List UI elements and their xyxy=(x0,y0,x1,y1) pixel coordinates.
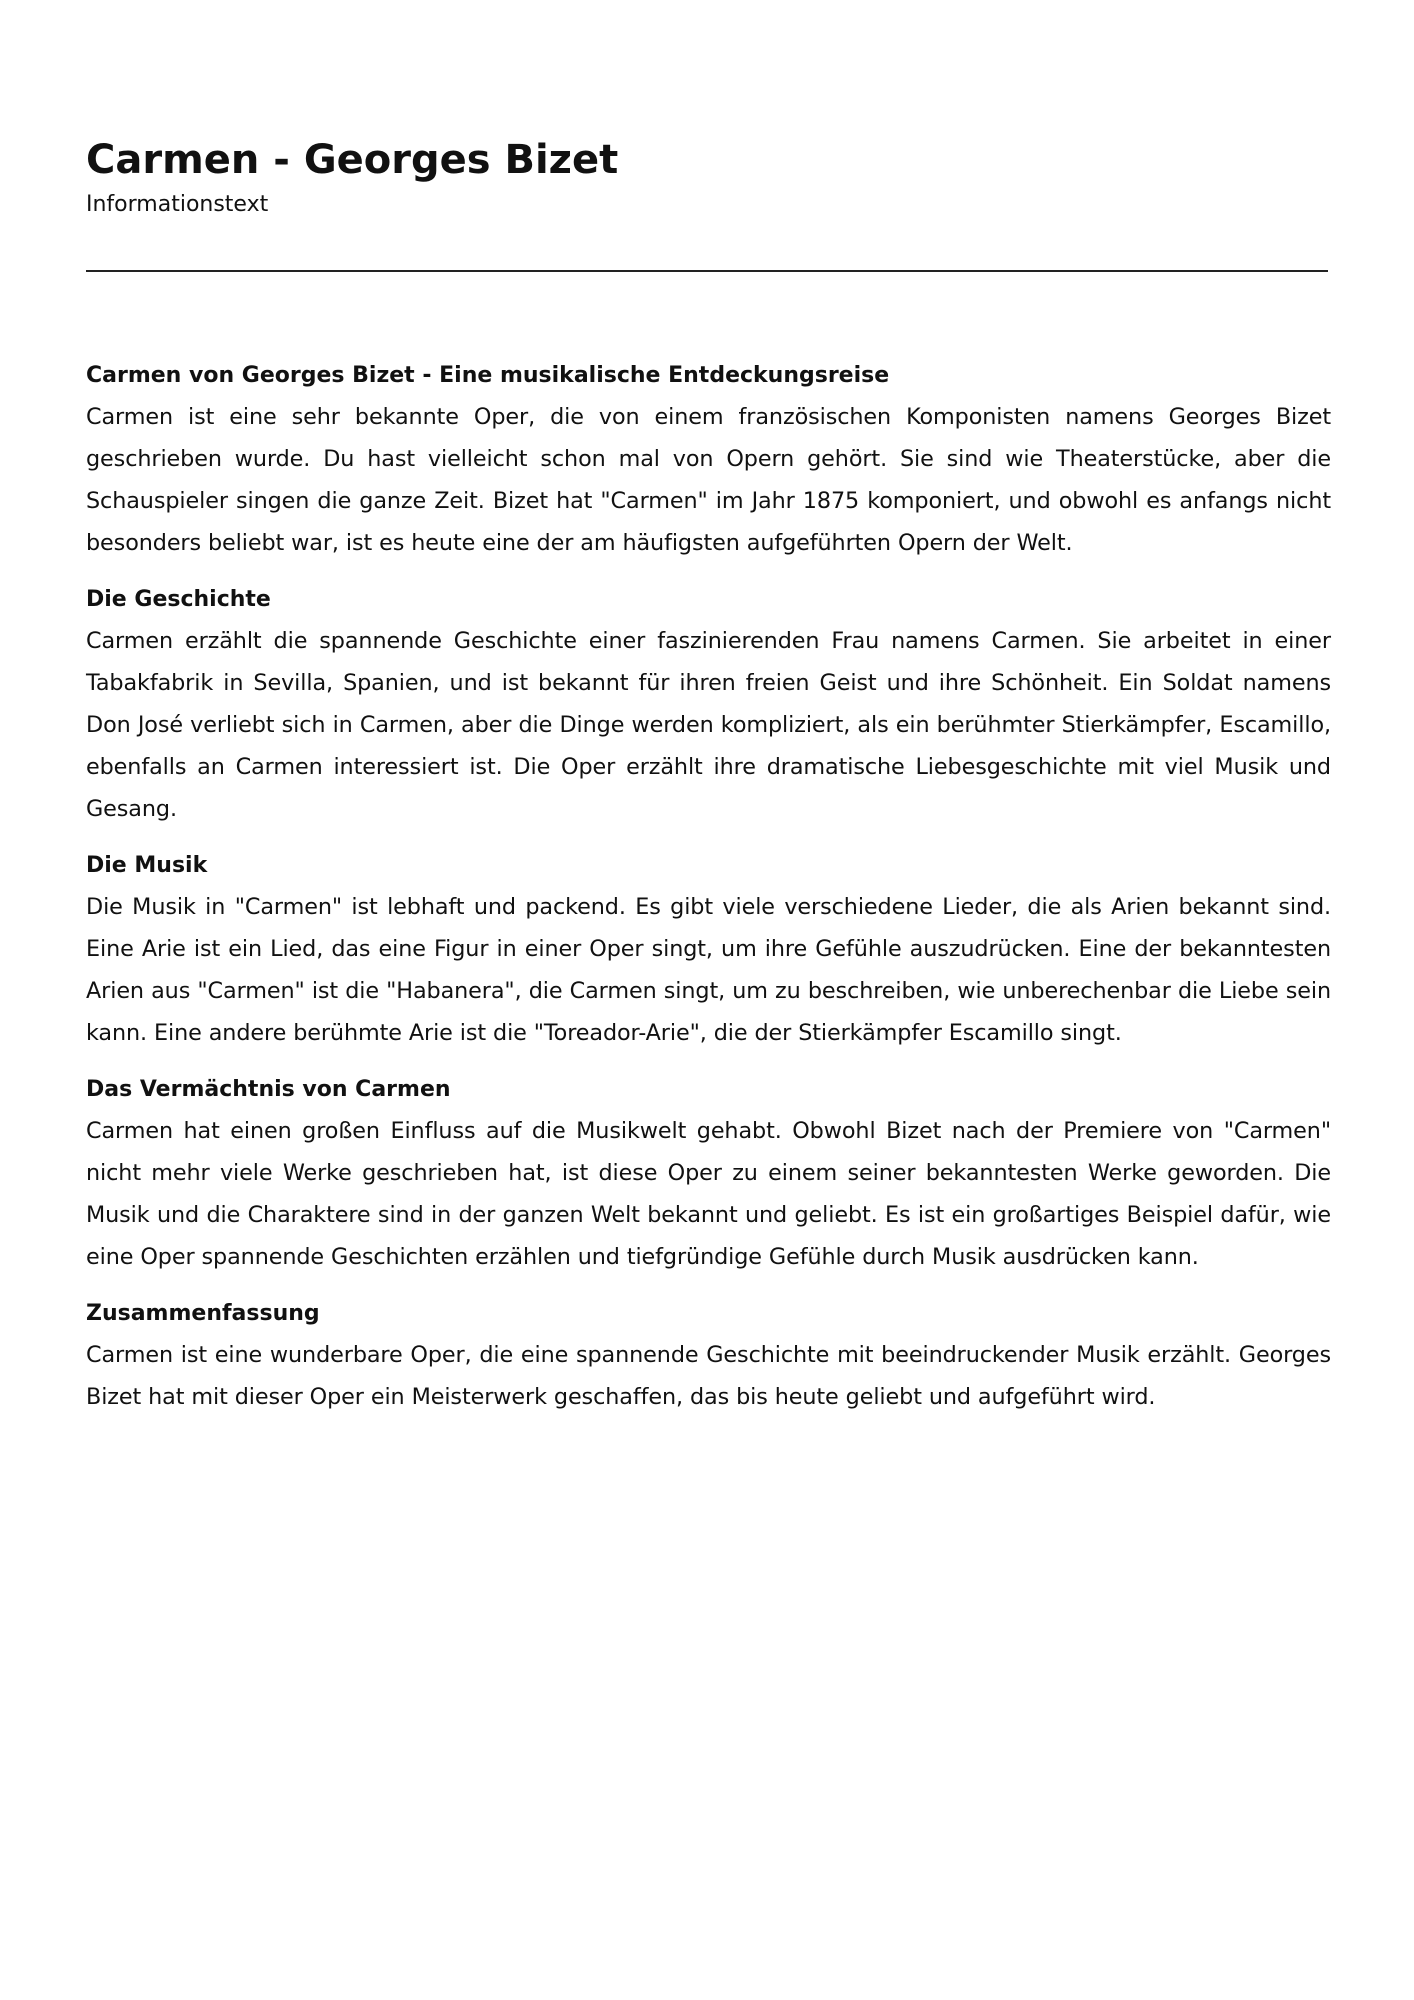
section-music xyxy=(86,846,1331,1054)
section-heading: Die Geschichte xyxy=(86,587,271,612)
title-divider xyxy=(86,270,1328,272)
section-body: Carmen erzählt die spannende Geschichte einer faszinierenden Frau namens Carmen. Sie arbeitet in einer Tabakfabrik in Sevilla, Spanien, und ist bekannt für ihren freien Geist und ihre Schönheit. Ein Soldat namens Don José verliebt sich in Carmen, aber die Dinge werden kompliziert, als ein berühmter Stierkämpfer, Escamillo, ebenfalls an Carmen interessiert ist. Die Oper erzählt ihre dramatische Liebesgeschichte mit viel Musik und Gesang. xyxy=(86,628,1331,822)
section-body: Carmen hat einen großen Einfluss auf die Musikwelt gehabt. Obwohl Bizet nach der Premiere von "Carmen" nicht mehr viele Werke geschrieben hat, ist diese Oper zu einem seiner bekanntesten Werke geworden. Die Musik und die Charaktere sind in der ganzen Welt bekannt und geliebt. Es ist ein großartiges Beispiel dafür, wie eine Oper spannende Geschichten erzählen und tiefgründige Gefühle durch Musik ausdrücken kann. xyxy=(86,1118,1331,1270)
section-body: Carmen ist eine wunderbare Oper, die eine spannende Geschichte mit beeindruckender Musik erzählt. Georges Bizet hat mit dieser Oper ein Meisterwerk geschaffen, das bis heute geliebt und aufgeführt wird. xyxy=(86,1342,1331,1410)
section-heading: Das Vermächtnis von Carmen xyxy=(86,1077,451,1102)
section-summary xyxy=(86,1294,1331,1418)
document-content xyxy=(86,356,1331,1434)
section-legacy xyxy=(86,1070,1331,1278)
section-heading: Zusammenfassung xyxy=(86,1301,320,1326)
section-heading: Carmen von Georges Bizet - Eine musikalische Entdeckungsreise xyxy=(86,363,890,388)
section-heading: Die Musik xyxy=(86,853,208,878)
document-subtitle: Informationstext xyxy=(86,192,269,217)
section-body: Carmen ist eine sehr bekannte Oper, die von einem französischen Komponisten namens Georges Bizet geschrieben wurde. Du hast vielleicht schon mal von Opern gehört. Sie sind wie Theaterstücke, aber die Schauspieler singen die ganze Zeit. Bizet hat "Carmen" im Jahr 1875 komponiert, und obwohl es anfangs nicht besonders beliebt war, ist es heute eine der am häufigsten aufgeführten Opern der Welt. xyxy=(86,404,1331,556)
section-introduction xyxy=(86,356,1331,564)
section-body: Die Musik in "Carmen" ist lebhaft und packend. Es gibt viele verschiedene Lieder, die als Arien bekannt sind. Eine Arie ist ein Lied, das eine Figur in einer Oper singt, um ihre Gefühle auszudrücken. Eine der bekanntesten Arien aus "Carmen" ist die "Habanera", die Carmen singt, um zu beschreiben, wie unberechenbar die Liebe sein kann. Eine andere berühmte Arie ist die "Toreador-Arie", die der Stierkämpfer Escamillo singt. xyxy=(86,894,1331,1046)
section-story xyxy=(86,580,1331,830)
document-title: Carmen - Georges Bizet xyxy=(86,137,619,183)
